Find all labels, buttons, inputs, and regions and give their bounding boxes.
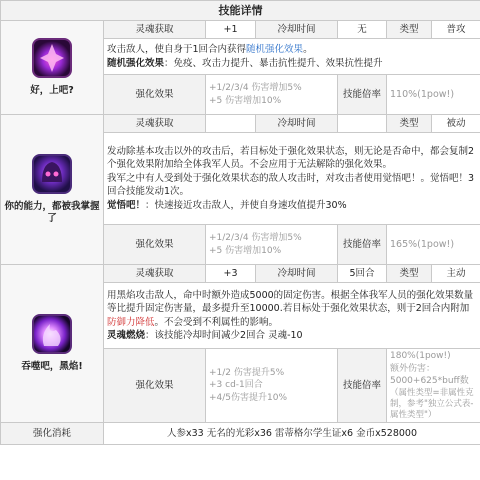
page-title: 技能详情 [1,1,480,21]
soul-gain-label: 灵魂获取 [104,265,206,283]
enhance-cost-value: 人参x33 无名的光彩x36 雷蒂格尔学生证x6 金币x528000 [104,422,480,444]
multiplier-label: 技能倍率 [338,349,387,423]
skill-3-enhance [206,349,338,423]
skill-2-description [104,133,480,225]
desc-text: 。 [303,44,313,55]
multiplier-label: 技能倍率 [338,75,387,115]
purple-burst-icon [32,38,72,78]
enhance-label: 强化效果 [104,225,206,265]
skill-1-enhance [206,75,338,115]
soul-gain-label: 灵魂获取 [104,115,206,133]
skill-2-header [1,115,104,265]
type-label: 类型 [387,265,432,283]
enhance-line: +1/2 伤害提升5% [209,367,285,378]
multiplier-main: 180%(1pow!) [390,351,451,361]
skill-2-name: 你的能力，都被我掌握了 [4,201,100,224]
desc-text: 攻击敌人，使自身于1回合内获得 [107,44,247,55]
enhance-label: 强化效果 [104,349,206,423]
cooldown-label: 冷却时间 [256,265,338,283]
skill-2-enhance [206,225,338,265]
desc-text: ：该技能冷却时间减少2回合 灵魂-10 [145,330,303,341]
skill-3-description [104,283,480,349]
skill-1-soul-gain: +1 [206,21,256,39]
skill-1-multiplier: 110%(1pow!) [387,75,480,115]
black-flame-icon [32,314,72,354]
skill-3-multiplier [387,349,480,423]
type-label: 类型 [387,21,432,39]
multiplier-label: 技能倍率 [338,225,387,265]
type-label: 类型 [387,115,432,133]
random-buff-link: 随机强化效果 [246,44,304,55]
multiplier-extra: 额外伤害：5000+625*buff数 [390,363,469,386]
skill-3-soul-gain: +3 [206,265,256,283]
skill-2-type: 被动 [432,115,480,133]
enhance-line: +1/2/3/4 伤害增加5% [209,83,302,93]
skill-1-type: 普攻 [432,21,480,39]
skill-3-cooldown: 5回合 [338,265,387,283]
skill-1-cooldown: 无 [338,21,387,39]
desc-text: ：免疫、攻击力提升、暴击抗性提升、效果抗性提升 [164,57,383,69]
skill-3-header [1,265,104,423]
cooldown-label: 冷却时间 [256,115,338,133]
desc-paragraph: 发动除基本攻击以外的攻击后，若目标处于强化效果状态，则无论是否命中，都会复制2个强化效果附加给全体我军人员。不会应用于无法解除的强化效果。 [107,145,475,171]
enhance-cost-label: 强化消耗 [1,422,104,444]
skill-1-name: 好，上吧? [30,85,74,96]
desc-paragraph: 我军之中有人受到处于强化效果状态的敌人攻击时，对攻击者使用觉悟吧！。觉悟吧！3回合技能发动1次。 [107,172,475,198]
skill-3-type: 主动 [432,265,480,283]
skill-2-soul-gain [206,115,256,133]
cooldown-label: 冷却时间 [256,21,338,39]
shadow-helmet-icon [32,154,72,194]
skill-1-header [1,21,104,115]
enhance-line: +4/5伤害提升10% [209,392,288,403]
desc-text: 。不会受到不利属性的影响。 [154,316,279,328]
desc-keyword: 随机强化效果 [107,57,165,69]
enhance-line: +1/2/3/4 伤害增加5% [209,233,302,243]
skill-3-name: 吞噬吧，黑焰! [21,360,83,372]
desc-text: ：快速接近攻击敌人，并使自身速攻值提升30% [145,199,347,211]
skill-1-description [104,39,480,75]
skill-2-multiplier: 165%(1pow!) [387,225,480,265]
desc-paragraph: 用黑焰攻击敌人，命中时额外造成5000的固定伤害。根据全体我军人员的强化效果数量等比提升固定伤害量，最多提升至10000.若目标处于强化效果状态，则于2回合内附加 [107,289,474,314]
soul-gain-label: 灵魂获取 [104,21,206,39]
defense-down-keyword: 防御力降低 [107,316,155,328]
enhance-line: +3 cd-1回合 [209,380,263,390]
desc-keyword: 觉悟吧！ [107,199,146,211]
enhance-line: +5 伤害增加10% [209,245,282,256]
enhance-label: 强化效果 [104,75,206,115]
desc-keyword: 灵魂燃烧 [107,330,146,341]
enhance-line: +5 伤害增加10% [209,95,282,106]
multiplier-note: （属性类型=非属性克制，参考"独立公式表-属性类型"） [390,387,474,420]
skill-2-cooldown [338,115,387,133]
